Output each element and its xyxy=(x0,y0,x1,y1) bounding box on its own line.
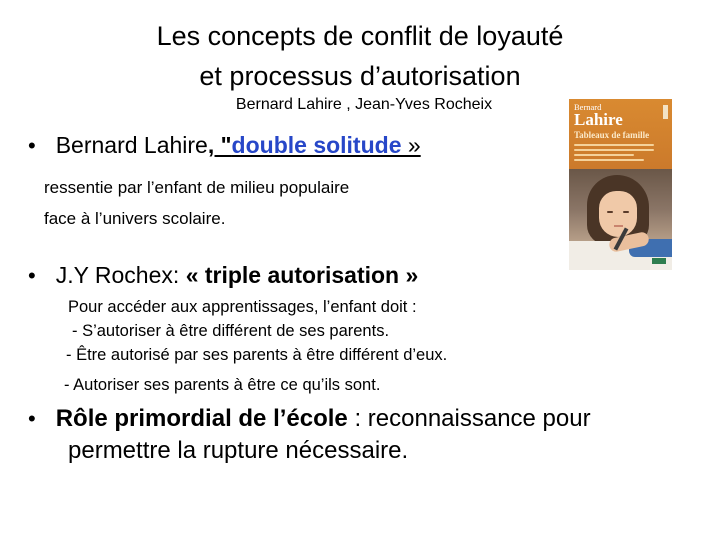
bullet-3 xyxy=(28,405,591,433)
bullet-1-line-1: ressentie par l’enfant de milieu populaire xyxy=(44,178,350,197)
bullet-3-strong: Rôle primordial de l’école xyxy=(55,405,348,432)
bullet-dot: • xyxy=(28,263,36,288)
bullet-2-line-3: - Être autorisé par ses parents à être différent d’eux. xyxy=(66,346,448,364)
book-cover-image xyxy=(569,99,672,270)
slide-title-line-1: Les concepts de conflit de loyauté xyxy=(156,21,564,51)
bullet-dot: • xyxy=(28,133,36,158)
slide-subtitle: Bernard Lahire , Jean-Yves Rocheix xyxy=(235,96,493,113)
bullet-1-suffix: » xyxy=(401,132,421,158)
bullet-2-line-1: Pour accéder aux apprentissages, l’enfant doit : xyxy=(68,298,417,316)
link-text: double solitude xyxy=(231,132,402,158)
bullet-1-lead: Bernard Lahire xyxy=(55,132,208,158)
book-author-large: Lahire xyxy=(574,110,623,129)
bullet-2 xyxy=(28,262,418,289)
bullet-3-line-2: permettre la rupture nécessaire. xyxy=(68,437,409,464)
bullet-2-line-4: - Autoriser ses parents à être ce qu’ils sont. xyxy=(64,376,381,394)
book-author-small: Bernard xyxy=(574,102,602,112)
bullet-1-line-2: face à l’univers scolaire. xyxy=(44,209,226,228)
book-title: Tableaux de famille xyxy=(574,130,650,140)
bullet-2-line-2: - S’autoriser à être différent de ses parents. xyxy=(72,322,390,340)
link-prefix: , " xyxy=(207,132,232,158)
bullet-2-lead: J.Y Rochex: xyxy=(55,262,186,288)
slide-title-line-2: et processus d’autorisation xyxy=(199,61,521,91)
double-solitude-link[interactable] xyxy=(208,132,402,158)
bullet-3-rest: : reconnaissance pour xyxy=(347,405,591,432)
bullet-dot: • xyxy=(28,406,36,431)
bullet-1 xyxy=(28,132,421,159)
bullet-2-strong: « triple autorisation » xyxy=(185,262,419,288)
